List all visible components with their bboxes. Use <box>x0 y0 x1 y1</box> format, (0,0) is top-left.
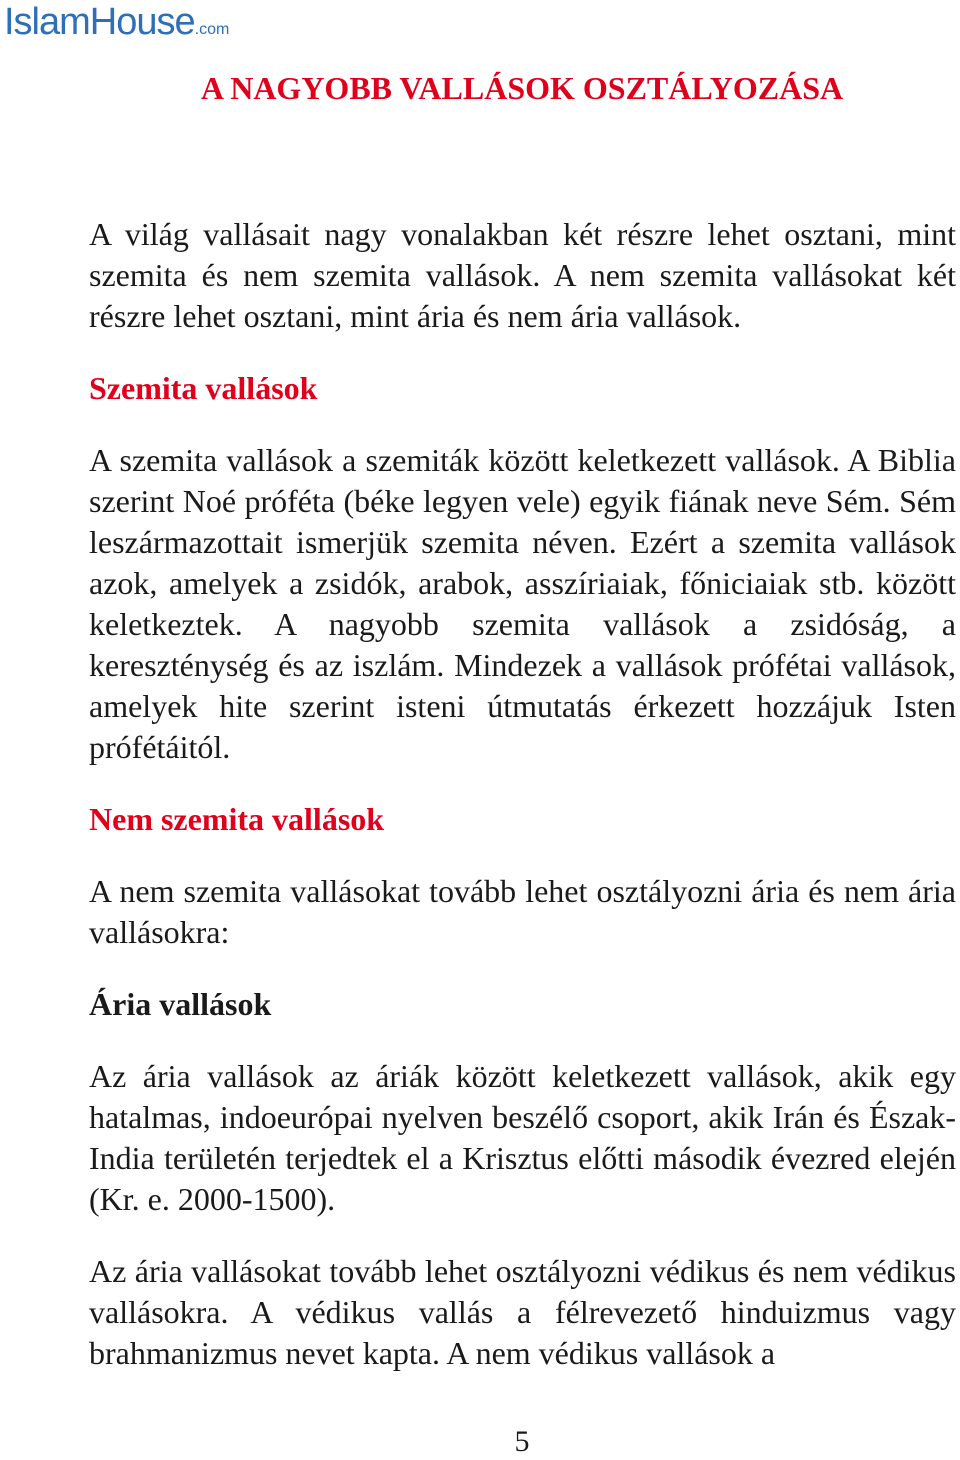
page-number: 5 <box>514 1425 530 1458</box>
document-body <box>89 214 956 1405</box>
section-heading-non-semitic: Nem szemita vallások <box>89 801 385 837</box>
section-heading-semitic: Szemita vallások <box>89 370 318 406</box>
document-title: A NAGYOBB VALLÁSOK OSZTÁLYOZÁSA <box>200 70 844 106</box>
aryan-paragraph-2: Az ária vallásokat tovább lehet osztályozni védikus és nem védikus vallásokra. A védikus vallás a félrevezető hinduizmus vagy brahmanizmus nevet kapta. A nem védikus vallások a <box>89 1253 956 1371</box>
non-semitic-paragraph: A nem szemita vallásokat tovább lehet osztályozni ária és nem ária vallásokra: <box>89 873 956 950</box>
aryan-paragraph-1: Az ária vallások az áriák között keletkezett vallások, akik egy hatalmas, indoeurópai nyelven beszélő csoport, akik Irán és Észak-India területén terjedtek el a Krisztus előtti második évezred elején (Kr. e. 2000-1500). <box>89 1058 956 1217</box>
semitic-paragraph: A szemita vallások a szemiták között keletkezett vallások. A Biblia szerint Noé próféta (béke legyen vele) egyik fiának neve Sém. Sém leszármazottait ismerjük szemita néven. Ezért a szemita vallások azok, amelyek a zsidók, arabok, asszíriaiak, főniciaiak stb. között keletkeztek. A nagyobb szemita vallások a zsidóság, a kereszténység és az iszlám. Mindezek a vallások prófétai vallások, amelyek hite szerint isteni útmutatás érkezett hozzájuk Isten prófétáitól. <box>89 442 956 765</box>
subsection-heading-aryan: Ária vallások <box>89 986 272 1022</box>
logo-suffix: .com <box>194 21 230 38</box>
logo-text: IslamHouse <box>4 1 195 43</box>
intro-paragraph: A világ vallásait nagy vonalakban két részre lehet osztani, mint szemita és nem szemita vallások. A nem szemita vallásokat két részre lehet osztani, mint ária és nem ária vallások. <box>89 216 956 334</box>
islamhouse-logo <box>4 2 229 50</box>
